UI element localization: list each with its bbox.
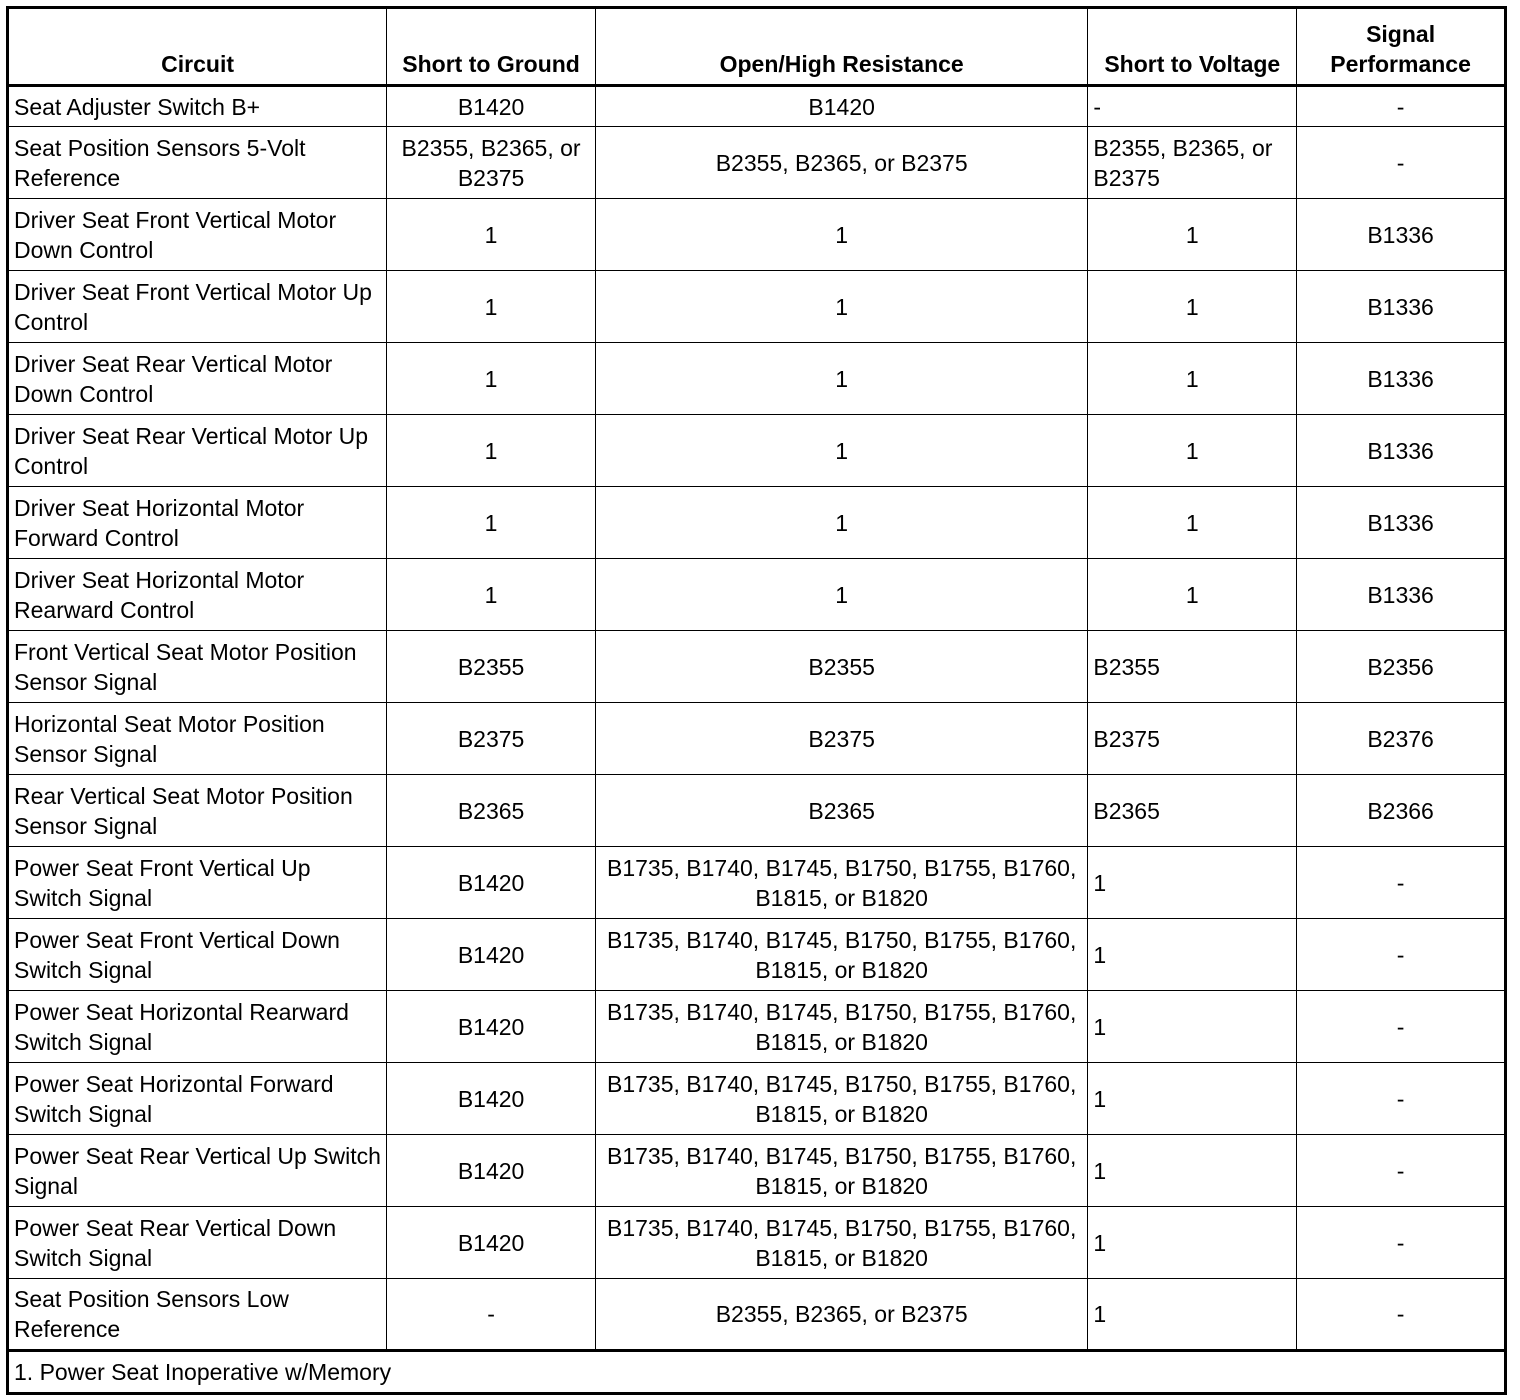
cell-open-high-resistance: B1420: [595, 86, 1087, 127]
header-circuit: Circuit: [8, 8, 387, 86]
table-row: [8, 343, 1506, 415]
cell-open-high-resistance: B1735, B1740, B1745, B1750, B1755, B1760, B1815, or B1820: [595, 1063, 1087, 1135]
table-row: [8, 199, 1506, 271]
table-row: [8, 415, 1506, 487]
cell-short-to-ground: B2355, B2365, or B2375: [387, 127, 596, 199]
table-row: [8, 1279, 1506, 1351]
cell-circuit: Driver Seat Front Vertical Motor Down Control: [8, 199, 387, 271]
cell-short-to-ground: B2375: [387, 703, 596, 775]
cell-signal-performance: -: [1297, 1207, 1506, 1279]
cell-short-to-voltage: 1: [1088, 199, 1297, 271]
cell-short-to-ground: 1: [387, 271, 596, 343]
table-row: [8, 559, 1506, 631]
cell-short-to-ground: 1: [387, 559, 596, 631]
header-short-to-ground: Short to Ground: [387, 8, 596, 86]
cell-circuit: Driver Seat Horizontal Motor Forward Control: [8, 487, 387, 559]
table-row: [8, 991, 1506, 1063]
cell-open-high-resistance: B2355: [595, 631, 1087, 703]
cell-open-high-resistance: B2375: [595, 703, 1087, 775]
cell-short-to-ground: B2355: [387, 631, 596, 703]
cell-open-high-resistance: B1735, B1740, B1745, B1750, B1755, B1760, B1815, or B1820: [595, 1135, 1087, 1207]
cell-signal-performance: -: [1297, 1135, 1506, 1207]
cell-short-to-ground: 1: [387, 343, 596, 415]
cell-short-to-ground: 1: [387, 415, 596, 487]
cell-signal-performance: -: [1297, 1279, 1506, 1351]
table-row: [8, 1063, 1506, 1135]
cell-circuit: Driver Seat Front Vertical Motor Up Control: [8, 271, 387, 343]
cell-circuit: Seat Position Sensors Low Reference: [8, 1279, 387, 1351]
table-row: [8, 1135, 1506, 1207]
cell-open-high-resistance: B1735, B1740, B1745, B1750, B1755, B1760, B1815, or B1820: [595, 847, 1087, 919]
cell-short-to-ground: 1: [387, 199, 596, 271]
cell-short-to-voltage: 1: [1088, 487, 1297, 559]
table-row: [8, 775, 1506, 847]
cell-short-to-voltage: B2355, B2365, or B2375: [1088, 127, 1297, 199]
cell-circuit: Power Seat Horizontal Forward Switch Signal: [8, 1063, 387, 1135]
cell-circuit: Rear Vertical Seat Motor Position Sensor Signal: [8, 775, 387, 847]
cell-signal-performance: B1336: [1297, 199, 1506, 271]
table-row: [8, 847, 1506, 919]
cell-signal-performance: -: [1297, 991, 1506, 1063]
table-row: [8, 631, 1506, 703]
cell-signal-performance: B1336: [1297, 415, 1506, 487]
cell-open-high-resistance: B1735, B1740, B1745, B1750, B1755, B1760, B1815, or B1820: [595, 991, 1087, 1063]
cell-open-high-resistance: 1: [595, 199, 1087, 271]
cell-short-to-ground: B1420: [387, 1135, 596, 1207]
footnote-row: [8, 1351, 1506, 1394]
table-row: [8, 1207, 1506, 1279]
cell-short-to-ground: B2365: [387, 775, 596, 847]
cell-short-to-voltage: -: [1088, 86, 1297, 127]
cell-signal-performance: B2366: [1297, 775, 1506, 847]
cell-short-to-voltage: B2365: [1088, 775, 1297, 847]
cell-open-high-resistance: 1: [595, 343, 1087, 415]
cell-signal-performance: B1336: [1297, 343, 1506, 415]
cell-open-high-resistance: B2355, B2365, or B2375: [595, 1279, 1087, 1351]
cell-open-high-resistance: B1735, B1740, B1745, B1750, B1755, B1760, B1815, or B1820: [595, 1207, 1087, 1279]
cell-short-to-ground: B1420: [387, 991, 596, 1063]
header-signal-performance: Signal Performance: [1297, 8, 1506, 86]
cell-signal-performance: -: [1297, 919, 1506, 991]
cell-short-to-ground: -: [387, 1279, 596, 1351]
cell-short-to-voltage: B2355: [1088, 631, 1297, 703]
header-open-high-resistance: Open/High Resistance: [595, 8, 1087, 86]
cell-circuit: Power Seat Front Vertical Up Switch Signal: [8, 847, 387, 919]
table-row: [8, 487, 1506, 559]
cell-signal-performance: B1336: [1297, 487, 1506, 559]
cell-open-high-resistance: 1: [595, 487, 1087, 559]
cell-short-to-voltage: 1: [1088, 991, 1297, 1063]
header-row: [8, 8, 1506, 86]
cell-short-to-voltage: 1: [1088, 271, 1297, 343]
cell-circuit: Front Vertical Seat Motor Position Sensor Signal: [8, 631, 387, 703]
table-row: [8, 271, 1506, 343]
cell-short-to-voltage: B2375: [1088, 703, 1297, 775]
cell-short-to-voltage: 1: [1088, 847, 1297, 919]
footnote: 1. Power Seat Inoperative w/Memory: [8, 1351, 1506, 1394]
cell-short-to-voltage: 1: [1088, 1207, 1297, 1279]
cell-short-to-ground: B1420: [387, 1063, 596, 1135]
cell-circuit: Power Seat Rear Vertical Down Switch Signal: [8, 1207, 387, 1279]
cell-open-high-resistance: 1: [595, 271, 1087, 343]
cell-signal-performance: -: [1297, 847, 1506, 919]
cell-short-to-voltage: 1: [1088, 343, 1297, 415]
table-row: [8, 127, 1506, 199]
cell-short-to-voltage: 1: [1088, 1279, 1297, 1351]
cell-open-high-resistance: B1735, B1740, B1745, B1750, B1755, B1760, B1815, or B1820: [595, 919, 1087, 991]
cell-signal-performance: -: [1297, 127, 1506, 199]
cell-signal-performance: B1336: [1297, 271, 1506, 343]
cell-circuit: Driver Seat Rear Vertical Motor Up Control: [8, 415, 387, 487]
cell-circuit: Seat Position Sensors 5-Volt Reference: [8, 127, 387, 199]
cell-short-to-voltage: 1: [1088, 1135, 1297, 1207]
cell-open-high-resistance: 1: [595, 415, 1087, 487]
cell-short-to-ground: B1420: [387, 1207, 596, 1279]
cell-circuit: Seat Adjuster Switch B+: [8, 86, 387, 127]
cell-circuit: Power Seat Horizontal Rearward Switch Signal: [8, 991, 387, 1063]
cell-short-to-ground: B1420: [387, 919, 596, 991]
cell-circuit: Power Seat Rear Vertical Up Switch Signal: [8, 1135, 387, 1207]
cell-signal-performance: -: [1297, 86, 1506, 127]
cell-signal-performance: -: [1297, 1063, 1506, 1135]
table-row: [8, 703, 1506, 775]
cell-short-to-ground: B1420: [387, 847, 596, 919]
table-row: [8, 86, 1506, 127]
cell-signal-performance: B2356: [1297, 631, 1506, 703]
cell-open-high-resistance: 1: [595, 559, 1087, 631]
cell-signal-performance: B2376: [1297, 703, 1506, 775]
cell-short-to-voltage: 1: [1088, 919, 1297, 991]
cell-open-high-resistance: B2365: [595, 775, 1087, 847]
cell-circuit: Driver Seat Horizontal Motor Rearward Control: [8, 559, 387, 631]
header-short-to-voltage: Short to Voltage: [1088, 8, 1297, 86]
table-row: [8, 919, 1506, 991]
cell-circuit: Power Seat Front Vertical Down Switch Signal: [8, 919, 387, 991]
cell-short-to-ground: 1: [387, 487, 596, 559]
table-body: [8, 86, 1506, 1351]
cell-short-to-voltage: 1: [1088, 415, 1297, 487]
cell-signal-performance: B1336: [1297, 559, 1506, 631]
cell-short-to-voltage: 1: [1088, 559, 1297, 631]
cell-circuit: Horizontal Seat Motor Position Sensor Signal: [8, 703, 387, 775]
cell-open-high-resistance: B2355, B2365, or B2375: [595, 127, 1087, 199]
cell-short-to-ground: B1420: [387, 86, 596, 127]
cell-short-to-voltage: 1: [1088, 1063, 1297, 1135]
dtc-circuit-table: [6, 6, 1507, 1395]
cell-circuit: Driver Seat Rear Vertical Motor Down Control: [8, 343, 387, 415]
